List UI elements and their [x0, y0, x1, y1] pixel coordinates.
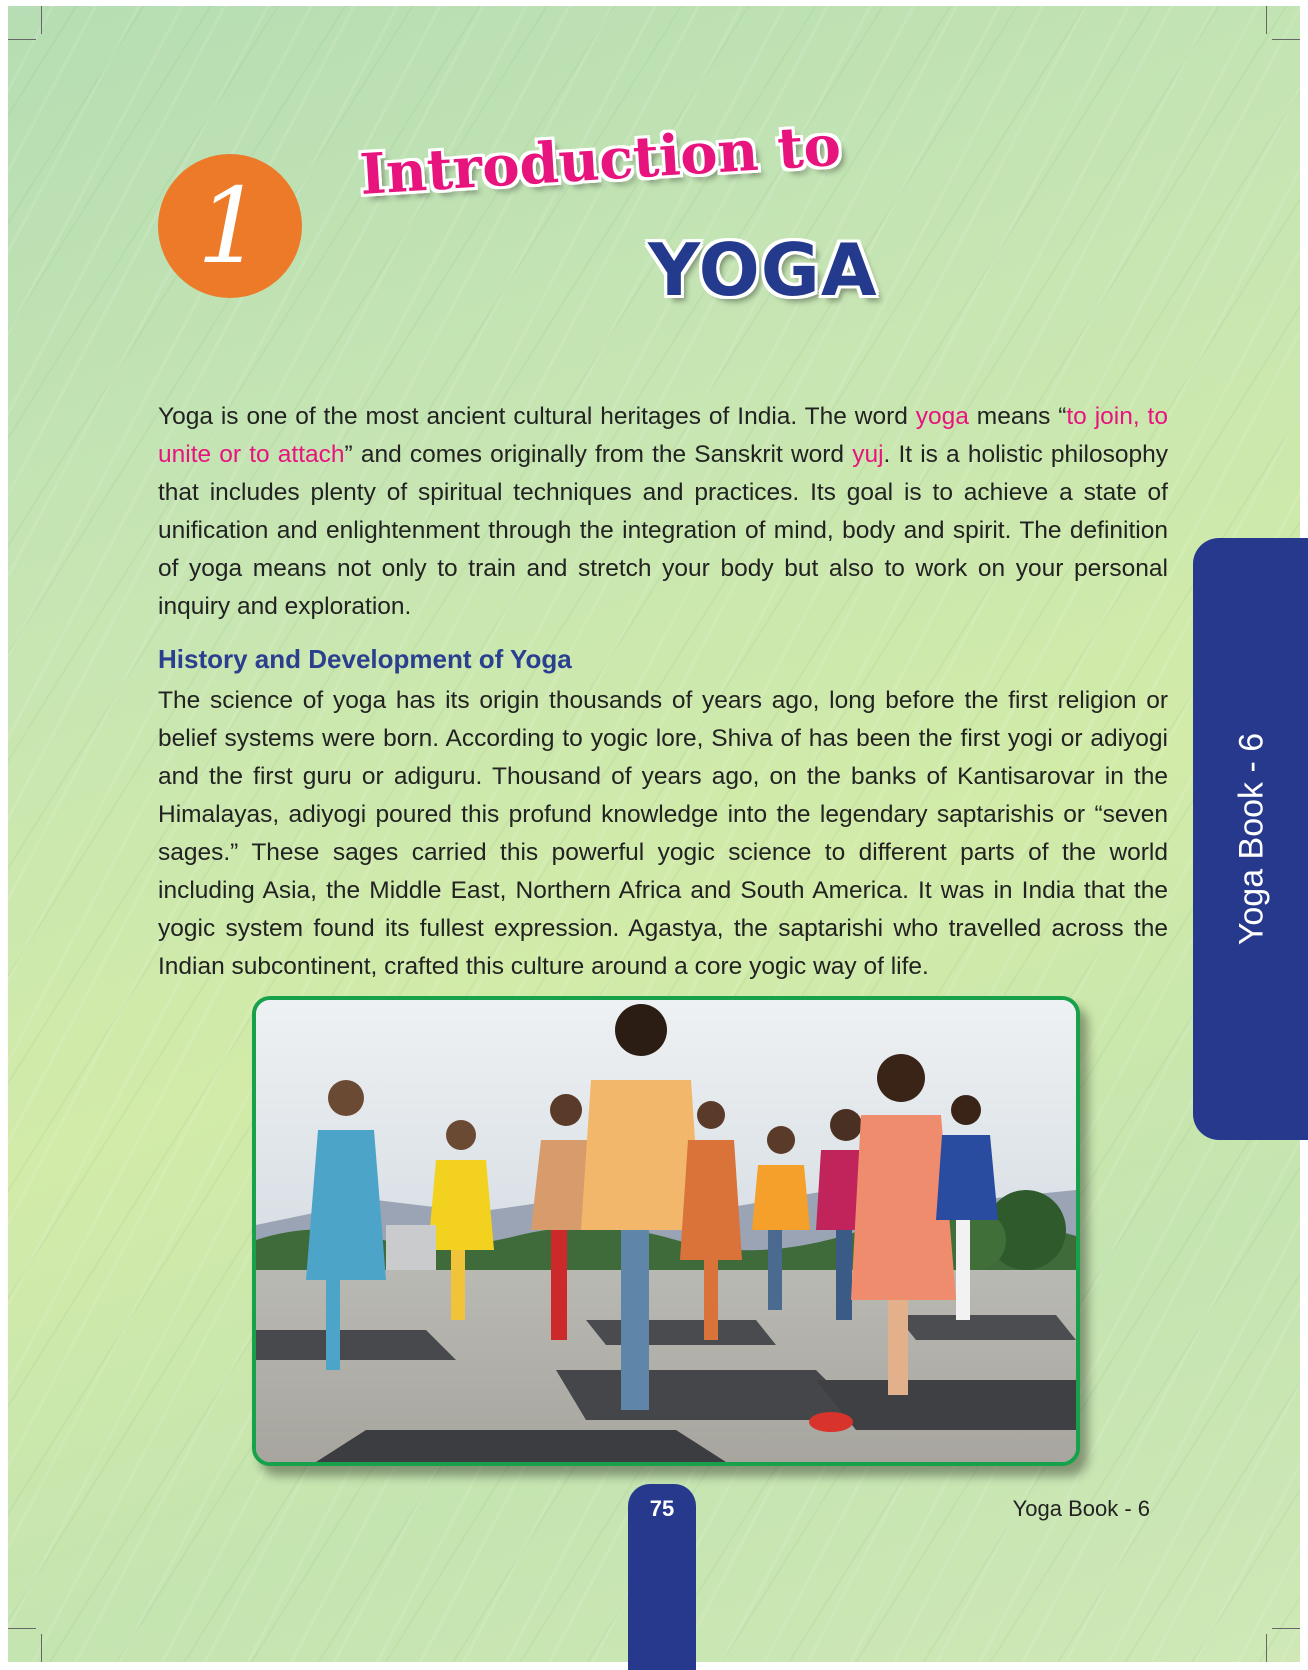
chapter-number: 1	[196, 165, 264, 287]
crop-mark	[41, 6, 42, 34]
crop-mark	[1272, 1628, 1300, 1629]
intro-text: Yoga is one of the most ancient cultural heritages of India. The word	[158, 403, 916, 430]
intro-text: . It is a holistic philosophy that includes plenty of spiritual techniques and practices. Its goal is to achieve a state of unification and enlightenment through the integration of mind, body and spirit. The definition of yoga means not only to train and stretch your body but also to work on your personal inquiry and exploration.	[158, 441, 1168, 620]
chapter-number-badge	[158, 154, 302, 298]
section-heading: History and Development of Yoga	[158, 644, 572, 674]
page-number-tab	[628, 1484, 696, 1670]
highlight-yuj: yuj	[852, 441, 884, 468]
chapter-title-line2: YOGA	[648, 228, 878, 312]
crop-mark	[1272, 39, 1300, 40]
crop-mark	[1266, 1634, 1267, 1662]
chapter-title-line1: Introduction to	[357, 112, 843, 208]
highlight-meaning: to join, to unite or to attach	[158, 403, 1168, 468]
page-number: 75	[649, 1496, 675, 1521]
footer-book-title: Yoga Book - 6	[1012, 1496, 1150, 1521]
page	[8, 6, 1300, 1662]
highlight-yoga: yoga	[915, 403, 969, 430]
photo-illustration	[256, 1000, 1076, 1462]
crop-mark	[1266, 6, 1267, 34]
crop-mark	[41, 1634, 42, 1662]
intro-paragraph	[158, 398, 1168, 626]
side-tab	[1193, 538, 1308, 1140]
intro-text: ” and comes originally from the Sanskrit word	[344, 441, 853, 468]
crop-mark	[8, 39, 36, 40]
crop-mark	[8, 1628, 36, 1629]
intro-text: means “	[968, 403, 1067, 430]
history-paragraph: The science of yoga has its origin thousands of years ago, long before the first religion or belief systems were born. According to yogic lore, Shiva of has been the first yogi or adiyogi and the first guru or adiguru. Thousand of years ago, on the banks of Kantisarovar in the Himalayas, adiyogi poured this profund knowledge into the legendary saptarishis or “seven sages.” These sages carried this powerful yogic science to different parts of the world including Asia, the Middle East, Northern Africa and South America. It was in India that the yogic system found its fullest expression. Agastya, the saptarishi who travelled across the Indian subcontinent, crafted this culture around a core yogic way of life.	[158, 687, 1168, 980]
side-tab-label: Yoga Book - 6	[1232, 732, 1270, 946]
yoga-class-photo	[252, 996, 1080, 1466]
